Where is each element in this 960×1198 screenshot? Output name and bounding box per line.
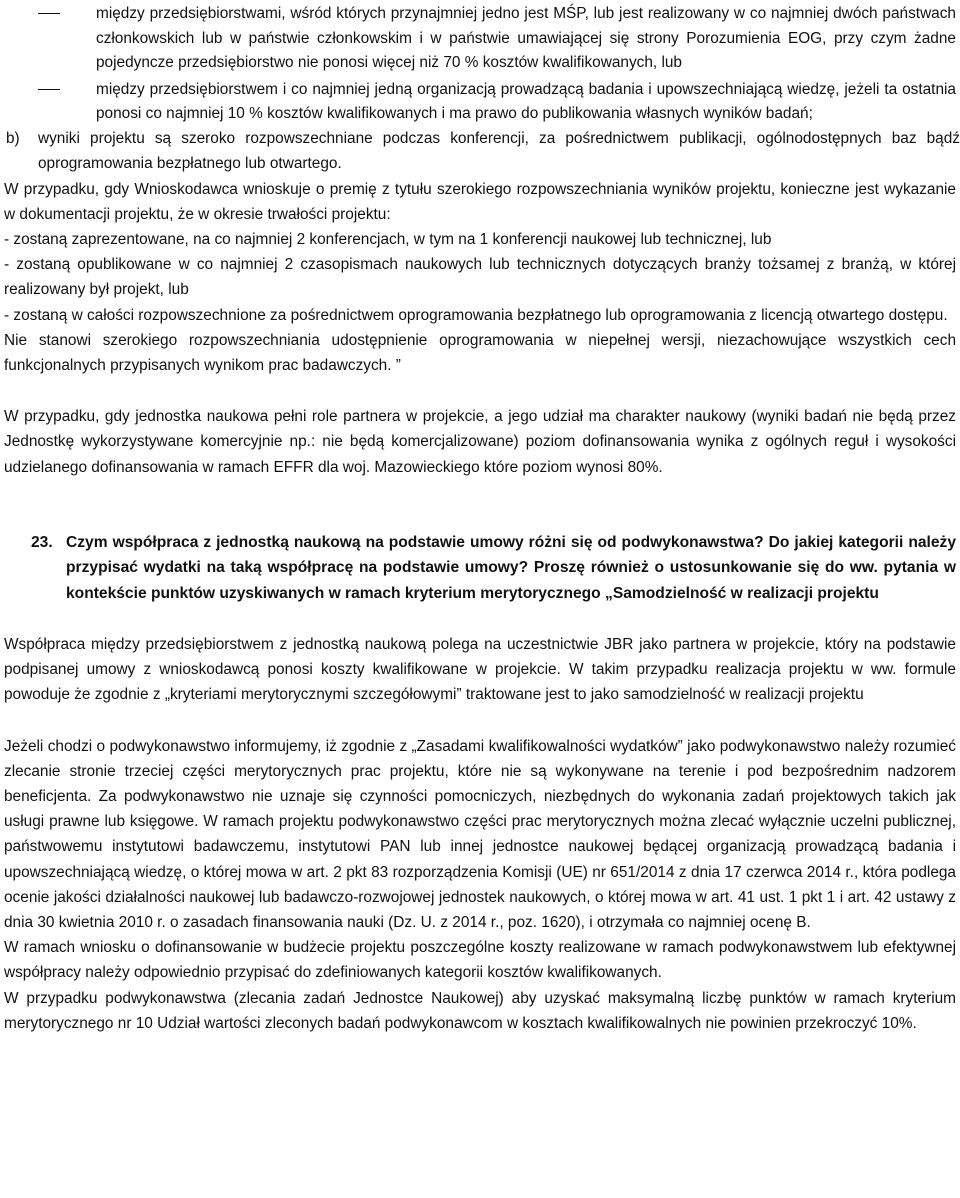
dash-bullet-icon [38, 13, 60, 14]
list-item-text: między przedsiębiorstwami, wśród których przynajmniej jedno jest MŚP, lub jest realizowany w co najmniej dwóch państwach członkowskich lub w państwie członkowskim i w państwie umawiającej się strony Porozumienia EOG, przy czym żadne pojedyncze przedsiębiorstwo nie ponosi więcej niż 70 % kosztów kwalifikowanych, lub [96, 5, 956, 72]
list-item-text: między przedsiębiorstwem i co najmniej jedną organizacją prowadzącą badania i upowszechniającą wiedzę, jeżeli ta ostatnia ponosi co najmniej 10 % kosztów kwalifikowanych i ma prawo do publikowania własnych wyników badań; [96, 80, 956, 123]
question-number: 23. [31, 533, 53, 551]
list-item-text: wyniki projektu są szeroko rozpowszechniane podczas konferencji, za pośrednictwem publikacji, ogólnodostępnych baz bądź oprogramowania bezpłatnego lub otwartego. [38, 129, 960, 172]
paragraph-note: Nie stanowi szerokiego rozpowszechniania udostępnienie oprogramowania w niepełnej wersji, niezachowujące wszystkich cech funkcjonalnych przypisanych wynikom prac badawczych. ” [4, 331, 956, 374]
dash-bullet-icon [38, 89, 60, 90]
paragraph-line: - zostaną opublikowane w co najmniej 2 czasopismach naukowych lub technicznych dotyczących branży tożsamej z branżą, w której realizowany był projekt, lub [4, 256, 956, 299]
list-item [0, 78, 960, 127]
paragraph: W przypadku, gdy jednostka naukowa pełni role partnera w projekcie, a jego udział ma charakter naukowy (wyniki badań nie będą przez Jednostkę wykorzystywane komercyjnie np.: nie będą komercjalizowane) poziom dofinansowania wynika z ogólnych reguł i wysokości udzielanego dofinansowania w ramach EFFR dla woj. Mazowieckiego które poziom wynosi 80%. [4, 408, 956, 476]
paragraph: W ramach wniosku o dofinansowanie w budżecie projektu poszczególne koszty realizowane w ramach podwykonawstwem lub efektywnej współpracy należy odpowiednio przypisać do zdefiniowanych kategorii kosztów kwalifikowanych. [4, 939, 956, 982]
list-item [0, 2, 960, 76]
paragraph: Współpraca między przedsiębiorstwem z jednostką naukową polega na uczestnictwie JBR jako partnera w projekcie, który na podstawie podpisanej umowy z wnioskodawcą ponosi koszty kwalifikowane w projekcie. W takim przypadku realizacja projektu w ww. formule powoduje że zgodnie z „kryteriami merytorycznymi szczegółowymi” traktowane jest to jako samodzielność w realizacji projektu [4, 636, 956, 704]
question-text: Czym współpraca z jednostką naukową na podstawie umowy różni się od podwykonawstwa? Do jakiej kategorii należy przypisać wydatki na taką współpracę na podstawie umowy? Proszę również o ustosunkowanie się do ww. pytania w kontekście punktów uzyskiwanych w ramach kryterium merytorycznego „Samodzielność w realizacji projektu [66, 533, 956, 602]
paragraph-line: - zostaną zaprezentowane, na co najmniej 2 konferencjach, w tym na 1 konferencji naukowej lub technicznej, lub [4, 230, 772, 248]
question-heading [0, 530, 960, 606]
list-item-label: b) [6, 129, 20, 147]
paragraph: W przypadku podwykonawstwa (zlecania zadań Jednostce Naukowej) aby uzyskać maksymalną liczbę punktów w ramach kryterium merytorycznego nr 10 Udział wartości zleconych badań podwykonawcom w kosztach kwalifikowalnych nie powinien przekroczyć 10%. [4, 989, 956, 1032]
list-item-b [0, 127, 960, 177]
paragraph-line: - zostaną w całości rozpowszechnione za pośrednictwem oprogramowania bezpłatnego lub oprogramowania z licencją otwartego dostępu. [4, 306, 948, 324]
paragraph: Jeżeli chodzi o podwykonawstwo informujemy, iż zgodnie z „Zasadami kwalifikowalności wydatków” jako podwykonawstwo należy rozumieć zlecanie stronie trzeciej części merytorycznych prac projektu, które nie są wykonywane na terenie i pod bezpośrednim nadzorem beneficjenta. Za podwykonawstwo nie uznaje się czynności pomocniczych, niezbędnych do wykonania zadań projektowych takich jak usługi prawne lub księgowe. W ramach projektu podwykonawstwo części prac merytorycznych można zlecać wyłącznie uczelni publicznej, państwowemu instytutowi badawczemu, instytutowi PAN lub innej jednostce naukowej będącej organizacją prowadzącą badania i upowszechniającą wiedzę, o której mowa w art. 2 pkt 83 rozporządzenia Komisji (UE) nr 651/2014 z dnia 17 czerwca 2014 r., która podlega ocenie jakości działalności naukowej lub badawczo-rozwojowej jednostek naukowych, o której mowa w art. 41 ust. 1 pkt 1 i art. 42 ustawy z dnia 30 kwietnia 2010 r. o zasadach finansowania nauki (Dz. U. z 2014 r., poz. 1620), i otrzymała co najmniej ocenę B. [4, 737, 956, 932]
paragraph-intro: W przypadku, gdy Wnioskodawca wnioskuje o premię z tytułu szerokiego rozpowszechniania wyników projektu, konieczne jest wykazanie w dokumentacji projektu, że w okresie trwałości projektu: [4, 180, 956, 223]
